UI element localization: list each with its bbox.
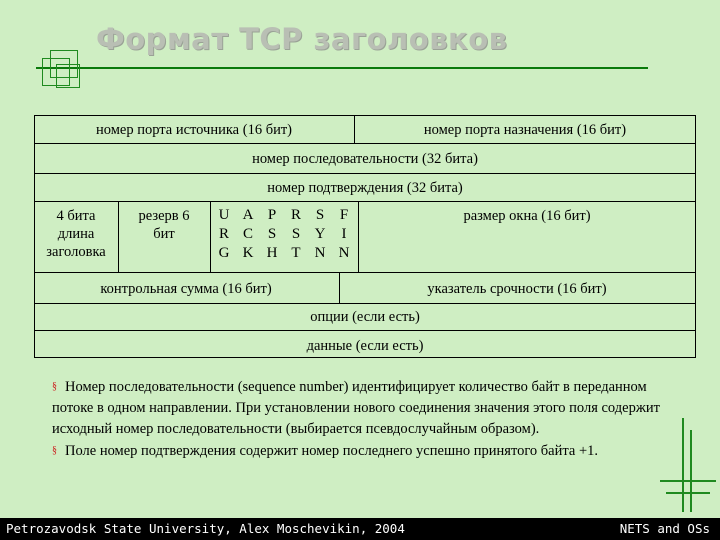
hdr-len-line-3: заголовка xyxy=(46,244,106,260)
flag-char: S xyxy=(315,207,325,223)
flag-char: A xyxy=(242,207,254,223)
flag-char: T xyxy=(291,245,301,261)
field-sequence-number: номер последовательности (32 бита) xyxy=(252,151,478,167)
field-reserved xyxy=(118,207,210,243)
field-data: данные (если есть) xyxy=(306,338,424,354)
bullet-text: Поле номер подтверждения содержит номер последнего успешно принятого байта +1. xyxy=(65,443,598,459)
flag-char: F xyxy=(339,207,349,223)
flag-char: S xyxy=(267,226,277,242)
field-flags xyxy=(212,206,356,263)
footer-credit: Petrozavodsk State University, Alex Moschevikin, 2004 xyxy=(6,521,405,536)
decor-line-h2 xyxy=(666,492,710,494)
decor-line-v2 xyxy=(690,430,692,512)
bullet-item xyxy=(52,376,684,440)
hdr-len-line-2: длина xyxy=(57,226,95,242)
row-divider-4 xyxy=(35,272,695,273)
flag-char: G xyxy=(218,245,230,261)
slide-title: Формат TCP заголовков xyxy=(96,22,508,56)
bullet-marker-icon: § xyxy=(52,381,57,392)
bullet-marker-icon: § xyxy=(52,445,57,456)
flag-char: K xyxy=(242,245,254,261)
flag-char: Y xyxy=(314,226,326,242)
bullet-list xyxy=(52,376,684,462)
flag-char: N xyxy=(338,245,350,261)
flags-row-3 xyxy=(212,244,356,263)
flags-row-1 xyxy=(212,206,356,225)
row-divider-5 xyxy=(35,303,695,304)
decor-line-h1 xyxy=(660,480,716,482)
flag-char: H xyxy=(266,245,278,261)
bullet-item xyxy=(52,440,684,462)
hdr-len-line-1: 4 бита xyxy=(56,208,96,224)
flag-char: I xyxy=(341,226,347,242)
field-window-size: размер окна (16 бит) xyxy=(463,208,591,224)
flag-char: P xyxy=(267,207,277,223)
field-source-port: номер порта источника (16 бит) xyxy=(95,122,293,138)
col-divider-reserved xyxy=(210,201,211,272)
footer-bar xyxy=(0,518,720,540)
flag-char: R xyxy=(290,207,301,223)
reserved-line-2: бит xyxy=(153,226,175,242)
decor-square-3 xyxy=(56,64,80,88)
row-divider-6 xyxy=(35,330,695,331)
row-divider-1 xyxy=(35,143,695,144)
field-destination-port: номер порта назначения (16 бит) xyxy=(423,122,627,138)
title-underline xyxy=(36,67,648,69)
flag-char: U xyxy=(218,207,230,223)
field-header-length xyxy=(34,207,118,261)
row-divider-3 xyxy=(35,201,695,202)
bullet-text: Номер последовательности (sequence number) идентифицирует количество байт в переданном потоке в одном направлении. При установлении нового соединения значения этого поля содержит исходный номер последовательности (выбирается псевдослучайным образом). xyxy=(52,379,660,437)
field-checksum: контрольная сумма (16 бит) xyxy=(100,281,272,297)
reserved-line-1: резерв 6 xyxy=(138,208,190,224)
field-urgent-pointer: указатель срочности (16 бит) xyxy=(427,281,607,297)
flag-char: S xyxy=(291,226,301,242)
field-ack-number: номер подтверждения (32 бита) xyxy=(267,180,463,196)
row-divider-2 xyxy=(35,173,695,174)
flags-row-2 xyxy=(212,225,356,244)
field-options: опции (если есть) xyxy=(310,309,420,325)
flag-char: C xyxy=(242,226,253,242)
footer-course: NETS and OSs xyxy=(619,521,710,536)
flag-char: N xyxy=(314,245,326,261)
flag-char: R xyxy=(218,226,229,242)
